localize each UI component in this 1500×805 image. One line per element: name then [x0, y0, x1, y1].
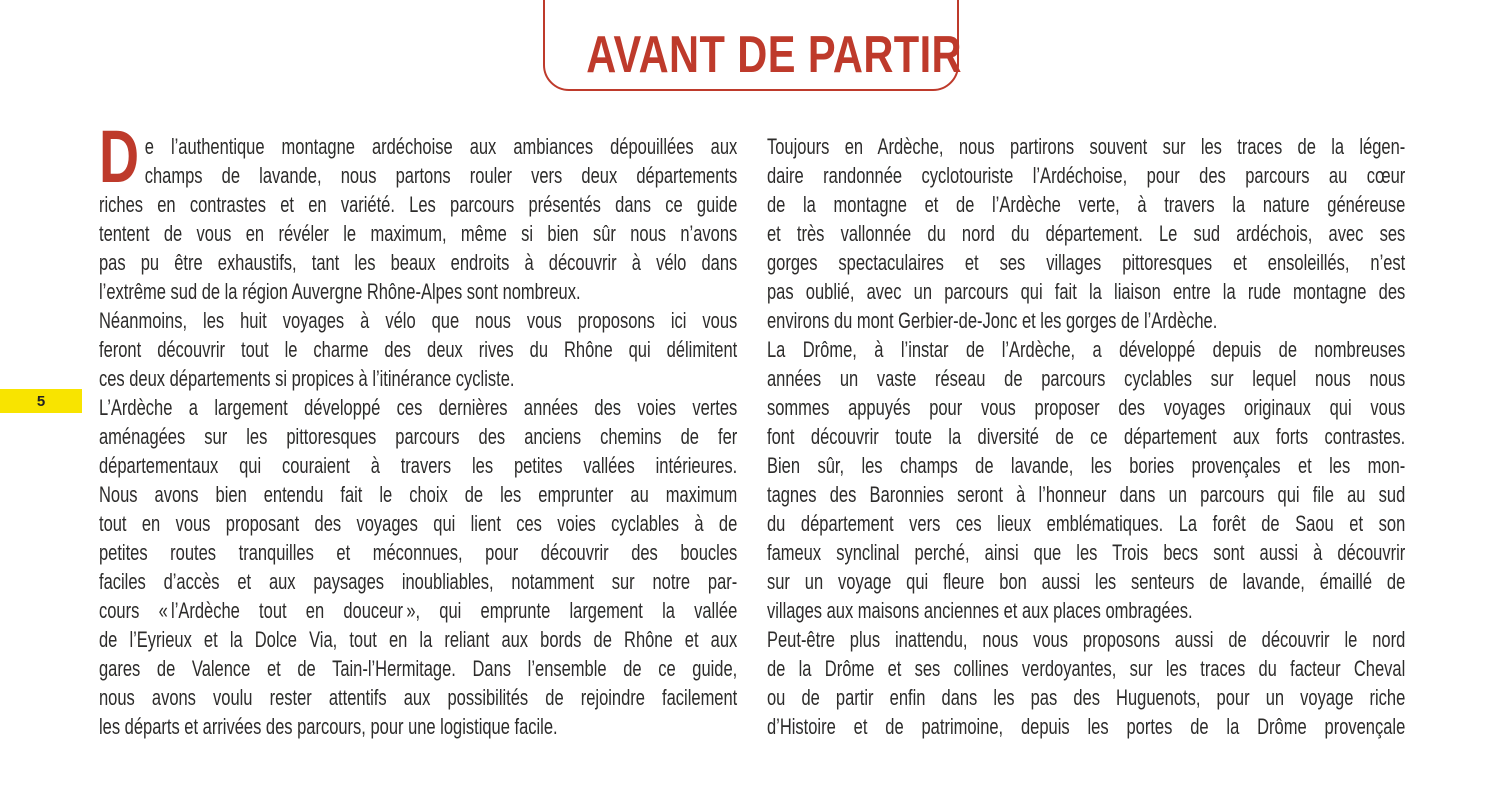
text-line: L’Ardèche a largement développé ces dernières années des voies vertes	[99, 395, 738, 420]
text-line: La Drôme, à l’instar de l’Ardèche, a développé depuis de nombreuses	[767, 337, 1406, 362]
text-line: ces deux départements si propices à l’itinérance cycliste.	[99, 366, 515, 391]
text-line: Néanmoins, les huit voyages à vélo que nous vous proposons ici vous	[99, 308, 738, 333]
text-line: départementaux qui couraient à travers les petites vallées intérieures.	[99, 453, 738, 478]
text-line: fameux synclinal perché, ainsi que les Trois becs sont aussi à découvrir	[767, 540, 1406, 565]
text-line: Bien sûr, les champs de lavande, les bories provençales et les mon-	[767, 453, 1406, 478]
right-column	[767, 132, 1405, 741]
text-line: pas oublié, avec un parcours qui fait la liaison entre la rude montagne des	[767, 279, 1406, 304]
text-line: du département vers ces lieux emblématiques. La forêt de Saou et son	[767, 511, 1406, 536]
drop-cap: D	[99, 115, 140, 198]
text-line: sommes appuyés pour vous proposer des voyages originaux qui vous	[767, 395, 1406, 420]
text-line: ou de partir enfin dans les pas des Huguenots, pour un voyage riche	[767, 685, 1406, 710]
text-line: Toujours en Ardèche, nous partirons souvent sur les traces de la légen-	[767, 134, 1406, 159]
text-line: daire randonnée cyclotouriste l’Ardéchoise, pour des parcours au cœur	[767, 163, 1406, 188]
page-title: AVANT DE PARTIR	[586, 26, 962, 84]
text-line: Peut-être plus inattendu, nous vous proposons aussi de découvrir le nord	[767, 627, 1406, 652]
text-line: aménagées sur les pittoresques parcours des anciens chemins de fer	[99, 424, 738, 449]
text-line: petites routes tranquilles et méconnues, pour découvrir des boucles	[99, 540, 738, 565]
text-line: villages aux maisons anciennes et aux places ombragées.	[767, 598, 1193, 623]
text-line: tagnes des Baronnies seront à l’honneur dans un parcours qui file au sud	[767, 482, 1406, 507]
text-line: de la Drôme et ses collines verdoyantes, sur les traces du facteur Cheval	[767, 656, 1406, 681]
text-line: gares de Valence et de Tain-l’Hermitage. Dans l’ensemble de ce guide,	[99, 656, 738, 681]
page-number-tab	[0, 389, 82, 413]
text-line: de l’Eyrieux et la Dolce Via, tout en la reliant aux bords de Rhône et aux	[99, 627, 738, 652]
text-line: et très vallonnée du nord du département. Le sud ardéchois, avec ses	[767, 221, 1406, 246]
text-line: tentent de vous en révéler le maximum, même si bien sûr nous n’avons	[99, 221, 738, 246]
text-line: pas pu être exhaustifs, tant les beaux endroits à découvrir à vélo dans	[99, 250, 738, 275]
text-line: gorges spectaculaires et ses villages pittoresques et ensoleillés, n’est	[767, 250, 1406, 275]
text-line: nous avons voulu rester attentifs aux possibilités de rejoindre facilement	[99, 685, 738, 710]
text-line: riches en contrastes et en variété. Les parcours présentés dans ce guide	[99, 192, 738, 217]
text-line: années un vaste réseau de parcours cyclables sur lequel nous nous	[767, 366, 1406, 391]
text-line: sur un voyage qui fleure bon aussi les senteurs de lavande, émaillé de	[767, 569, 1406, 594]
text-line: environs du mont Gerbier-de-Jonc et les gorges de l’Ardèche.	[767, 308, 1218, 333]
text-line: champs de lavande, nous partons rouler vers deux départements	[144, 163, 738, 188]
text-line: e l’authentique montagne ardéchoise aux ambiances dépouillées aux	[144, 134, 738, 159]
text-line: font découvrir toute la diversité de ce département aux forts contrastes.	[767, 424, 1406, 449]
text-line: faciles d’accès et aux paysages inoubliables, notamment sur notre par-	[99, 569, 738, 594]
text-line: cours « l’Ardèche tout en douceur », qui emprunte largement la vallée	[99, 598, 738, 623]
text-line: de la montagne et de l’Ardèche verte, à travers la nature généreuse	[767, 192, 1406, 217]
text-line: les départs et arrivées des parcours, pour une logistique facile.	[99, 714, 558, 739]
left-column	[99, 115, 738, 741]
text-line: d’Histoire et de patrimoine, depuis les portes de la Drôme provençale	[767, 714, 1406, 739]
text-line: tout en vous proposant des voyages qui lient ces voies cyclables à de	[99, 511, 738, 536]
text-line: feront découvrir tout le charme des deux rives du Rhône qui délimitent	[99, 337, 738, 362]
page-number: 5	[36, 392, 46, 410]
text-line: l’extrême sud de la région Auvergne Rhône-Alpes sont nombreux.	[99, 279, 581, 304]
text-line: Nous avons bien entendu fait le choix de les emprunter au maximum	[99, 482, 738, 507]
chapter-title-box	[543, 0, 962, 91]
